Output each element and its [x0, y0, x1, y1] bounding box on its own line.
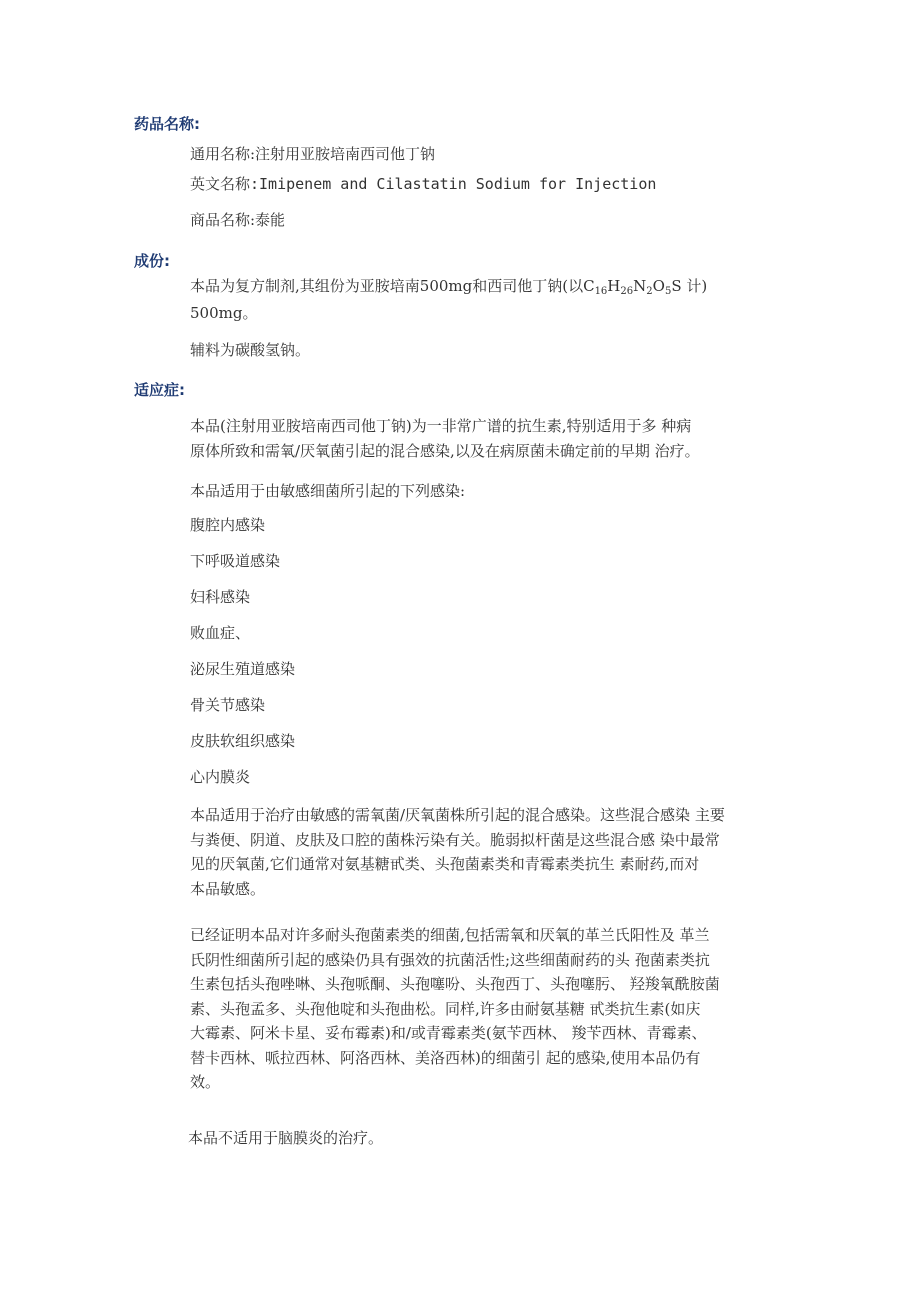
resistant-line: 大霉素、阿米卡星、妥布霉素)和/或青霉素类(氨苄西林、 羧苄西林、青霉素、: [190, 1024, 707, 1042]
formula-n: N: [633, 277, 647, 295]
resistant-line: 生素包括头孢唑啉、头孢哌酮、头孢噻吩、头孢西丁、头孢噻肟、 羟羧氧酰胺菌: [190, 975, 720, 993]
formula-h: H: [607, 277, 621, 295]
composition-line1-prefix: 本品为复方制剂,其组份为亚胺培南500mg和西司他丁钠(以C: [190, 277, 595, 295]
drug-name-heading: 药品名称:: [134, 115, 200, 133]
resistant-line: 素、头孢孟多、头孢他啶和头孢曲松。同样,许多由耐氨基糖 甙类抗生素(如庆: [190, 999, 701, 1018]
indication-item: 腹腔内感染: [190, 516, 266, 534]
indication-item: 泌尿生殖道感染: [190, 660, 296, 678]
list-intro: 本品适用于由敏感细菌所引起的下列感染:: [190, 482, 466, 500]
mixed-infection-paragraph: [190, 803, 790, 901]
formula-s: S: [671, 277, 682, 295]
formula-o-count: 5: [664, 286, 672, 297]
indication-item: 下呼吸道感染: [190, 552, 281, 570]
mixed-line: 见的厌氧菌,它们通常对氨基糖甙类、头孢菌素类和青霉素类抗生 素耐药,而对: [190, 855, 700, 873]
resistant-line: 效。: [190, 1073, 221, 1091]
composition-line1: [190, 276, 790, 296]
resistant-bacteria-paragraph: [190, 923, 790, 1095]
indication-item: 心内膜炎: [190, 768, 251, 786]
indications-heading: 适应症:: [134, 381, 185, 399]
generic-name: 通用名称:注射用亚胺培南西司他丁钠: [190, 145, 436, 163]
resistant-line: 替卡西林、哌拉西林、阿洛西林、美洛西林)的细菌引 起的感染,使用本品仍有: [190, 1048, 701, 1067]
composition-line2: 500mg。: [190, 304, 258, 322]
trade-name: 商品名称:泰能: [190, 211, 286, 229]
formula-o: O: [652, 277, 665, 295]
composition-line1-suffix: 计): [681, 277, 708, 295]
indication-item: 骨关节感染: [190, 696, 266, 714]
formula-c-count: 16: [594, 286, 608, 297]
composition-heading: 成份:: [134, 252, 170, 270]
excipient-text: 辅料为碳酸氢钠。: [190, 341, 311, 359]
indication-item: 皮肤软组织感染: [190, 732, 296, 750]
formula-n-count: 2: [646, 286, 653, 297]
indication-item: 妇科感染: [190, 588, 251, 606]
mixed-line: 本品适用于治疗由敏感的需氧菌/厌氧菌株所引起的混合感染。这些混合感染 主要: [190, 806, 725, 824]
mixed-line: 与粪便、阴道、皮肤及口腔的菌株污染有关。脆弱拟杆菌是这些混合感 染中最常: [190, 830, 720, 849]
formula-h-count: 26: [620, 286, 634, 297]
resistant-line: 已经证明本品对许多耐头孢菌素类的细菌,包括需氧和厌氧的革兰氏阳性及 革兰: [190, 926, 710, 944]
resistant-line: 氏阴性细菌所引起的感染仍具有强效的抗菌活性;这些细菌耐药的头 孢菌素类抗: [190, 950, 710, 969]
indication-item: 败血症、: [190, 624, 251, 642]
intro-line: 原体所致和需氧/厌氧菌引起的混合感染,以及在病原菌未确定前的早期 治疗。: [190, 441, 700, 460]
intro-line: 本品(注射用亚胺培南西司他丁钠)为一非常广谱的抗生素,特别适用于多 种病: [190, 417, 692, 435]
indications-intro: [190, 414, 790, 463]
mixed-line: 本品敏感。: [190, 879, 266, 898]
english-name: 英文名称:Imipenem and Cilastatin Sodium for Injection: [190, 175, 657, 193]
not-for-meningitis: 本品不适用于脑膜炎的治疗。: [188, 1129, 384, 1147]
